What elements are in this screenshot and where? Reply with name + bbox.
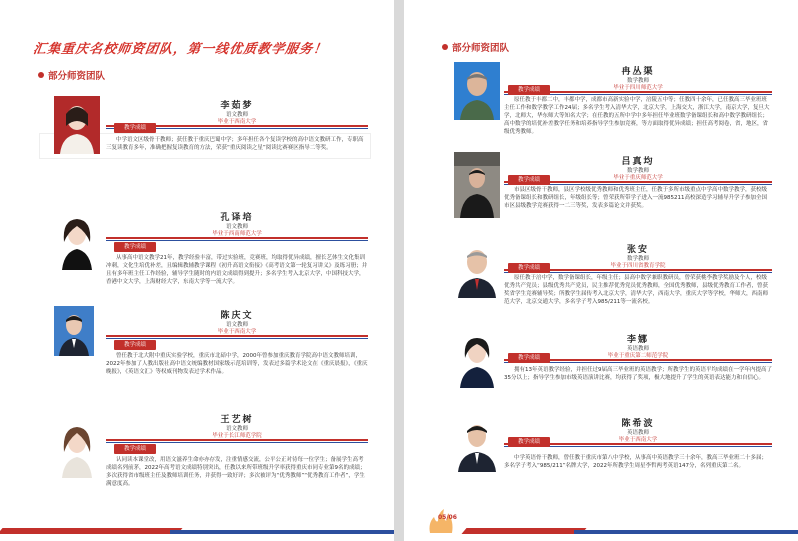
teacher-name: 李娜	[626, 335, 649, 345]
teacher-name: 李茹梦	[220, 101, 254, 111]
teacher-card	[444, 414, 774, 494]
teacher-card	[40, 208, 370, 285]
teacher-photo	[454, 152, 500, 218]
teacher-school: 毕业于西南大学	[618, 437, 658, 443]
teacher-bio: 认同读本课堂改，用语文滋养生命亦亦存发，注重情感交流，公平公正对待每一位学生；备展学生高考成绩名列前茅，2022年高考语文成绩特别突出，任教以来所带班级升学率获得重庆市同专业第9名的成绩；多次获得省市级班主任及教师培训任务，并获得一致好评；多次被评为“优秀教师”“优秀教育工作者”，学生满意度高。	[106, 457, 366, 487]
teacher-bio: 拥有13年英语教学经验，并担任过9届高三毕业班的英语教学；所教学生的英语平均成绩在一学年内提高了35分以上；指导学生参加市级英语演讲比赛，均获得了奖项，极大地提升了学生的英语表达能力和自信心。	[504, 367, 772, 381]
achievement-badge: 教学成绩	[508, 85, 550, 95]
left-page	[0, 0, 394, 541]
teacher-bio: 从事高中语文教学21年，教学经验丰富，带过实验班，竞赛班，均取得优异成绩，擅长艺体生文化集训冲刺，文化生培优补差，且编辑教辅教学课程《初升高语文衔接》《高考语文第一轮复习讲义》及练习册；并且有多年班主任工作经验，辅导学生随时的内语文成绩得到提升；多名学生考入北京大学，中国科技大学，香港中文大学，上海财经大学，东南大学等一流大学。	[106, 255, 368, 285]
teacher-subject: 数学教师	[626, 256, 649, 262]
teacher-school: 毕业于西南大学	[217, 329, 257, 335]
teacher-card	[40, 410, 370, 500]
achievement-badge: 教学成绩	[508, 353, 550, 363]
teacher-subject: 语文教师	[225, 224, 248, 230]
page-footer-stripe	[404, 528, 798, 536]
teacher-school: 毕业于长江师范学院	[212, 433, 262, 439]
slogan: 汇集重庆名校师资团队，第一线优质教学服务！	[32, 42, 329, 57]
teacher-bio: 原任教于丰都二中，丰都中学，成都市高新实验中学，涪陵五中等；任教四十余年，已任教高三毕业班班主任工作和数学教学工作24届；多名学生考入清华大学，北京大学，上海交大，浙江大学，南京大学，复旦大学，北师大，华东师大等知名大学；在任教的五所中学中多年担任毕业班数学备课组长和高中数学教研组长；高中数学的培优补差教学任务和培养指导学生参加竞赛，等方面取得优异成绩；担任高考阅卷，省，地区，省级优秀教师。	[504, 97, 770, 135]
page-number: 05/06	[424, 505, 464, 535]
teacher-name: 吕真均	[621, 157, 655, 167]
teacher-subject: 语文教师	[225, 426, 248, 432]
teacher-card	[40, 306, 370, 376]
teacher-school: 毕业于四川师范大学	[613, 85, 663, 91]
teacher-bio: 市县区级骨干教师，县区学校级优秀教师和优秀班主任，任教于多所市级重点中学高中数学教学，获校级优秀备课组长和教研组长，年级组长等；曾荣获所带学子进入一流985211高校深造学习辅导升学子参加全国市区县级教学竞赛获得一二三等奖，发表多篇论文并获奖。	[504, 187, 768, 209]
teacher-bio: 中学英语骨干教师，曾任教于重庆市第八中学校，从事高中英语教学三十余年，教高三毕业班二十多届；多名学子考入“985/211”名牌大学，2022年所教学生周星李哲两考英语147分，名列重庆第二名。	[504, 455, 768, 469]
teacher-photo	[54, 420, 100, 478]
teacher-bio: 原任教于涪中学，数学备课组长，年级主任；县高中数学兼职教研员，曾荣获桃李教学奖励及个人，校级优秀共产党员；县级优秀共产党员，民主推荐优秀党员优秀教师，全国优秀教师，县级优秀教育工作者，曾获奖省学生竞赛辅导奖；所教学生届传考入北京大学，清华大学，西南大学，重庆大学等学校，华师大，西南师范大学，北京交通大学，多名学子考入985/211等一流名校。	[504, 275, 769, 305]
teacher-card	[444, 240, 774, 320]
teacher-name: 王艺树	[220, 415, 254, 425]
teacher-photo	[454, 240, 500, 298]
teacher-card	[444, 62, 774, 142]
teacher-school: 毕业于西南师范大学	[212, 231, 262, 237]
achievement-badge: 教学成绩	[114, 444, 156, 454]
teacher-card	[444, 152, 774, 224]
teacher-photo	[54, 306, 94, 356]
bullet-icon	[38, 72, 44, 78]
teacher-photo	[454, 414, 500, 472]
teacher-photo	[454, 62, 500, 120]
teacher-card	[40, 96, 370, 158]
teacher-subject: 数学教师	[626, 78, 649, 84]
section-title-left: 部分师资团队	[38, 68, 105, 82]
teacher-bio: 中学语文区级骨干教师；获任教于重庆巴蜀中学；多年担任各个复读学校的高中语文教研工作，专职高三复读教育多年，准确把握复读教育的方法，荣获“重庆阅读之星”阅读比赛赛区指导二等奖。	[106, 137, 364, 151]
teacher-subject: 数学教师	[626, 168, 649, 174]
teacher-name: 冉丛渠	[621, 67, 655, 77]
teacher-school: 毕业于重庆第二师范学院	[607, 353, 669, 359]
teacher-school: 毕业于西南大学	[217, 119, 257, 125]
teacher-subject: 英语教师	[626, 430, 649, 436]
teacher-info	[106, 96, 368, 140]
achievement-badge: 教学成绩	[508, 437, 550, 447]
teacher-name: 孔译培	[220, 213, 254, 223]
teacher-photo	[454, 330, 500, 388]
teacher-photo	[54, 212, 100, 270]
teacher-name: 陈希波	[621, 419, 655, 429]
teacher-school: 毕业于四川省教育学院	[610, 263, 666, 269]
teacher-bio: 曾任教于北大附中重庆实验学校，重庆市北碚中学，2000年曾参加重庆教育学院高中语文教师培训，2022年参加了人教出版社高中语文统编教材国家级示范培训等，发表过多篇学术论文在《重庆晨报》，《重庆晚报》，《英语文汇》等权威刊物发表过学术作品。	[106, 353, 368, 375]
teacher-photo	[54, 96, 100, 154]
teacher-subject: 语文教师	[225, 112, 248, 118]
teacher-name: 张安	[626, 245, 649, 255]
teacher-info	[504, 414, 772, 458]
teacher-subject: 英语教师	[626, 346, 649, 352]
right-page	[404, 0, 798, 541]
achievement-badge: 教学成绩	[508, 175, 550, 185]
achievement-badge: 教学成绩	[114, 123, 156, 133]
achievement-badge: 教学成绩	[114, 242, 156, 252]
teacher-subject: 语文教师	[225, 322, 248, 328]
teacher-school: 毕业于重庆师范大学	[613, 175, 663, 181]
bullet-icon	[442, 44, 448, 50]
achievement-badge: 教学成绩	[508, 263, 550, 273]
page-footer-stripe	[0, 528, 394, 536]
section-title-right: 部分师资团队	[442, 40, 509, 54]
achievement-badge: 教学成绩	[114, 340, 156, 350]
teacher-card	[444, 330, 774, 402]
teacher-name: 陈庆文	[220, 311, 254, 321]
